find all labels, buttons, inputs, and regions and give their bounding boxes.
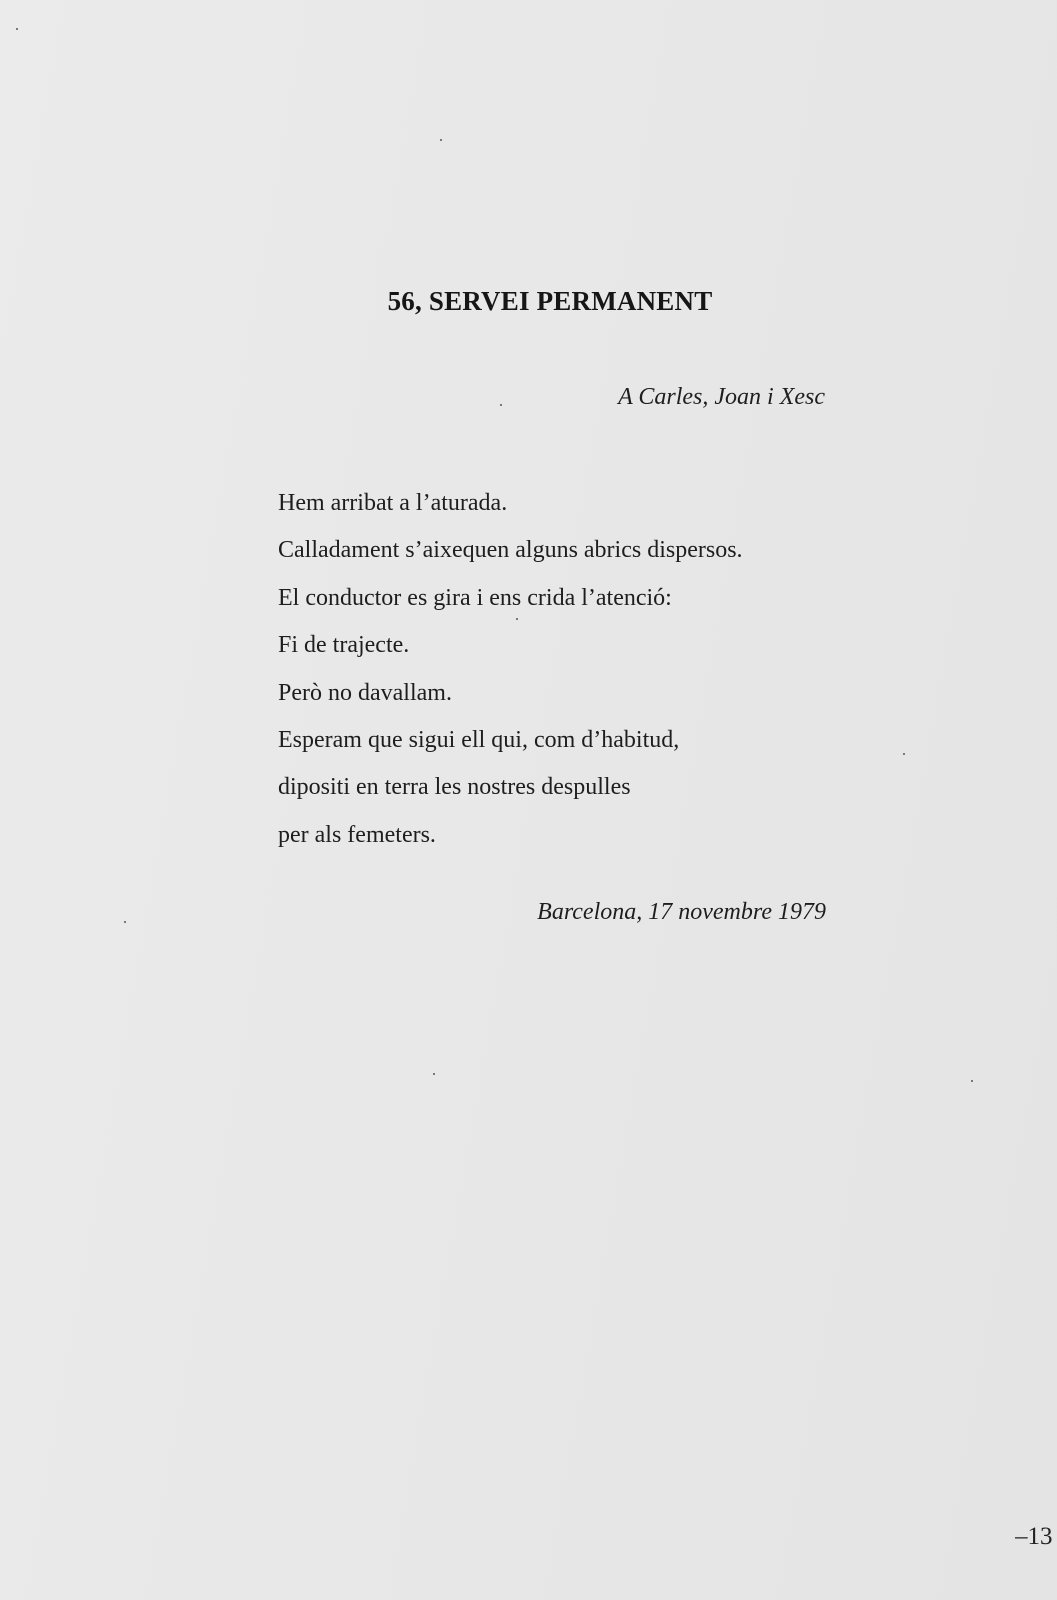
poem-line: El conductor es gira i ens crida l’atenció: <box>278 584 672 611</box>
scan-speck <box>500 404 502 406</box>
poem-line: per als femeters. <box>278 821 436 848</box>
poem-line: Hem arribat a l’aturada. <box>278 490 508 516</box>
poem-body <box>278 480 743 859</box>
poem-line: Fi de trajecte. <box>278 632 410 659</box>
poem-line: dipositi en terra les nostres despulles <box>278 774 631 801</box>
scan-speck <box>124 921 126 923</box>
poem-title: 56, SERVEI PERMANENT <box>387 286 713 316</box>
scan-speck <box>433 1073 435 1075</box>
page-number: –13 <box>1015 1523 1053 1550</box>
scan-speck <box>440 139 442 141</box>
poem-signature: Barcelona, 17 novembre 1979 <box>537 899 826 925</box>
poem-line: Però no davallam. <box>278 679 452 706</box>
scan-speck <box>903 753 905 755</box>
poem-dedication: A Carles, Joan i Xesc <box>618 384 825 410</box>
poem-line: Calladament s’aixequen alguns abrics dispersos. <box>278 537 743 564</box>
scan-speck <box>16 28 18 30</box>
poem-line: Esperam que sigui ell qui, com d’habitud, <box>278 727 680 754</box>
scan-speck <box>971 1080 973 1082</box>
scan-speck <box>516 618 518 620</box>
